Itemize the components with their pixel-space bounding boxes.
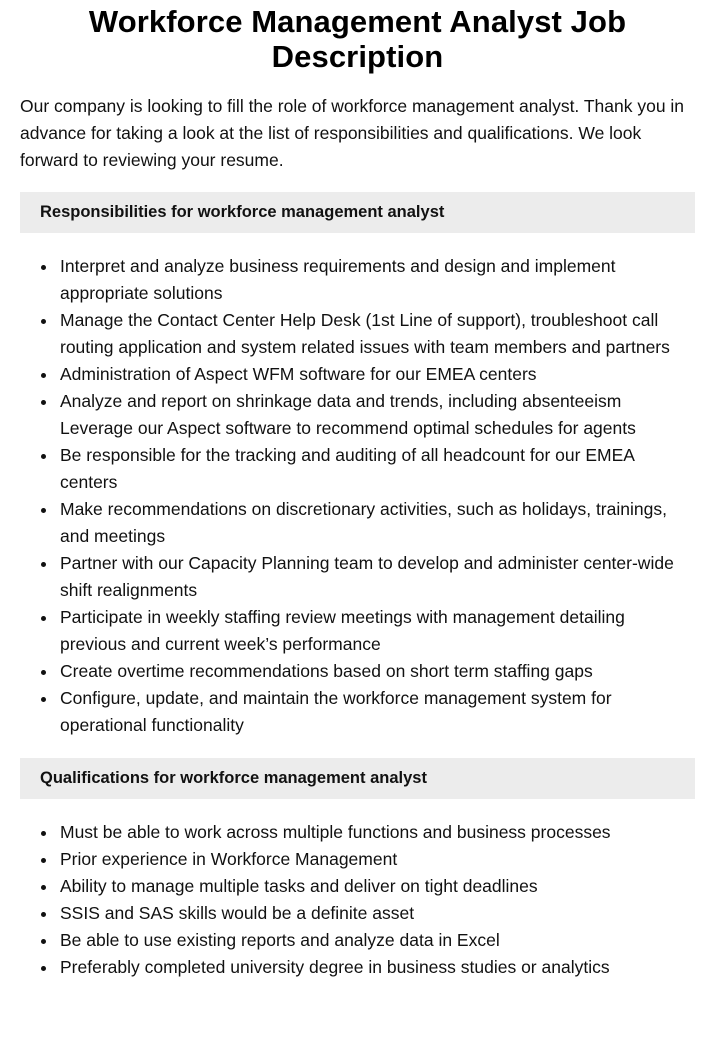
list-item: Preferably completed university degree in business studies or analytics: [60, 954, 695, 981]
qualifications-heading: Qualifications for workforce management analyst: [20, 758, 695, 799]
job-description-page: [0, 4, 720, 981]
list-item: Configure, update, and maintain the workforce management system for operational functionality: [60, 685, 695, 739]
list-item: Prior experience in Workforce Management: [60, 846, 695, 873]
list-item: Ability to manage multiple tasks and deliver on tight deadlines: [60, 873, 695, 900]
list-item: Partner with our Capacity Planning team to develop and administer center-wide shift realignments: [60, 550, 695, 604]
responsibilities-heading: Responsibilities for workforce management analyst: [20, 192, 695, 233]
list-item: Be responsible for the tracking and auditing of all headcount for our EMEA centers: [60, 442, 695, 496]
list-item: Manage the Contact Center Help Desk (1st Line of support), troubleshoot call routing application and system related issues with team members and partners: [60, 307, 695, 361]
qualifications-list: [20, 819, 695, 981]
page-title: Workforce Management Analyst Job Description: [88, 4, 627, 74]
list-item: Be able to use existing reports and analyze data in Excel: [60, 927, 695, 954]
list-item: Participate in weekly staffing review meetings with management detailing previous and current week’s performance: [60, 604, 695, 658]
list-item: SSIS and SAS skills would be a definite asset: [60, 900, 695, 927]
intro-paragraph: Our company is looking to fill the role of workforce management analyst. Thank you in advance for taking a look at the list of responsibilities and qualifications. We look forward to reviewing your resume.: [20, 96, 685, 170]
list-item: Interpret and analyze business requirements and design and implement appropriate solutions: [60, 253, 695, 307]
list-item: Administration of Aspect WFM software for our EMEA centers: [60, 361, 695, 388]
list-item: Create overtime recommendations based on short term staffing gaps: [60, 658, 695, 685]
list-item: Make recommendations on discretionary activities, such as holidays, trainings, and meetings: [60, 496, 695, 550]
list-item: Analyze and report on shrinkage data and trends, including absenteeism Leverage our Aspect software to recommend optimal schedules for agents: [60, 388, 695, 442]
responsibilities-list: [20, 253, 695, 739]
list-item: Must be able to work across multiple functions and business processes: [60, 819, 695, 846]
